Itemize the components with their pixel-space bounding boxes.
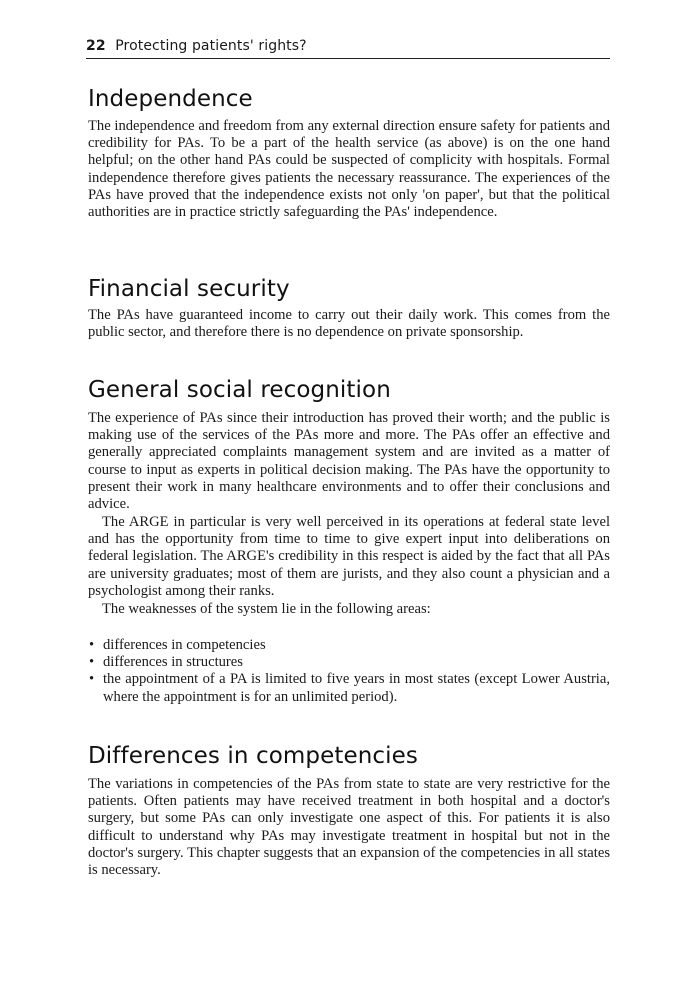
list-item: • differences in structures bbox=[88, 654, 610, 671]
weaknesses-list bbox=[88, 637, 610, 706]
section-heading-independence: Independence bbox=[88, 86, 253, 112]
section-heading-financial-security: Financial security bbox=[88, 276, 290, 302]
section-heading-differences-in-competencies: Differences in competencies bbox=[88, 743, 418, 769]
list-item: • differences in competencies bbox=[88, 637, 610, 654]
list-item: • the appointment of a PA is limited to five years in most states (except Lower Austria, where the appointment is for an unlimited period). bbox=[88, 671, 610, 705]
paragraph-financial-security: The PAs have guaranteed income to carry out their daily work. This comes from the public sector, and therefore there is no dependence on private sponsorship. bbox=[88, 307, 610, 341]
paragraph-social-recognition-1: The experience of PAs since their introduction has proved their worth; and the public is making use of the services of the PAs more and more. The PAs offer an effective and generally appreciated complaints management system and are invited as a matter of course to input as experts in political decision making. The PAs have the opportunity to present their work in many healthcare environments and to offer their conclusions and advice. bbox=[88, 410, 610, 513]
paragraph-weaknesses-intro: The weaknesses of the system lie in the following areas: bbox=[102, 601, 431, 617]
paragraph-social-recognition-2: The ARGE in particular is very well perceived in its operations at federal state level and has the opportunity from time to time to give expert input into deliberations on federal legislation. The ARGE's credibility in this respect is aided by the fact that all PAs are university graduates; most of them are jurists, and they also count a physician and a psychologist among their ranks. bbox=[88, 514, 610, 599]
section-heading-social-recognition: General social recognition bbox=[88, 377, 391, 403]
paragraph-differences-in-competencies: The variations in competencies of the PAs from state to state are very restrictive for the patients. Often patients may have received treatment in both hospital and a doctor's surgery, but some PAs can only investigate one aspect of this. For patients it is also difficult to understand why PAs may investigate treatment in hospital but not in the doctor's surgery. This chapter suggests that an expansion of the competencies in all states is necessary. bbox=[88, 776, 610, 879]
page-number: 22 bbox=[86, 38, 106, 54]
running-head-title: Protecting patients' rights? bbox=[115, 38, 307, 54]
paragraph-independence: The independence and freedom from any external direction ensure safety for patients and credibility for PAs. To be a part of the health service (as above) is on the one hand helpful; on the other hand PAs could be suspected of complicity with hospitals. Formal independence therefore gives patients the necessary reassurance. The experiences of the PAs have proved that the independence exists not only 'on paper', but that the political authorities are in practice strictly safeguarding the PAs' independence. bbox=[88, 118, 610, 221]
running-head bbox=[86, 38, 610, 59]
